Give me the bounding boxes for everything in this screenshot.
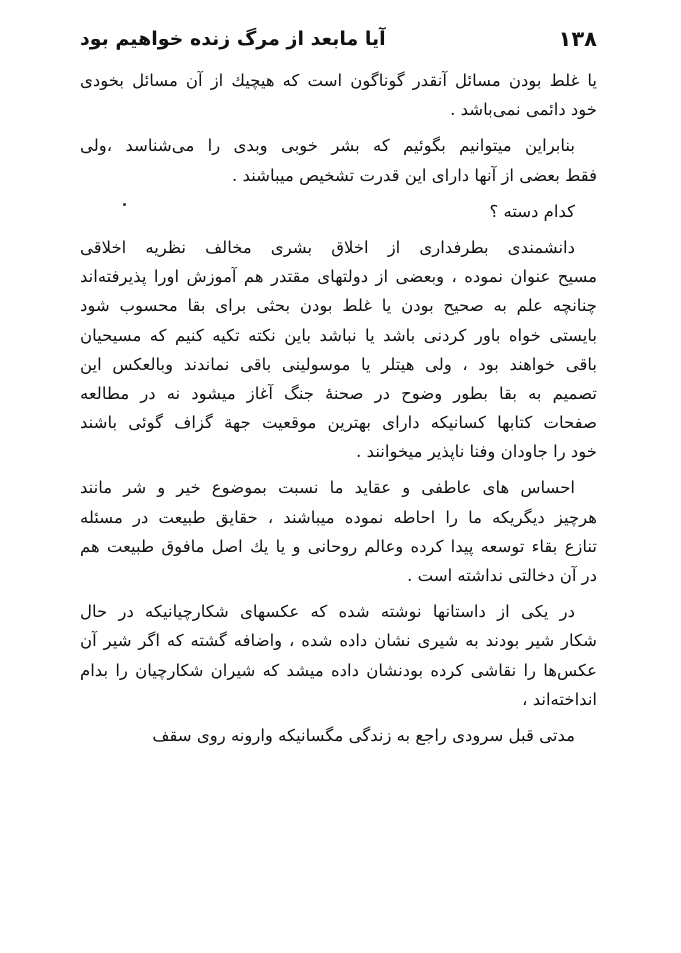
text-line: کدام دسته ؟ <box>489 201 575 221</box>
paragraph <box>80 197 597 226</box>
text-line: عکس‌ها را نقاشی کرده بودنشان داده میشد که شیران شکارچیان را بدام <box>80 660 597 680</box>
paragraph <box>80 721 597 750</box>
paragraph-gap <box>80 124 597 131</box>
running-title: آیا مابعد از مرگ زنده خواهیم بود <box>80 28 386 50</box>
page-header <box>80 22 597 56</box>
paragraph-gap <box>80 466 597 473</box>
page-number: ۱۳۸ <box>558 27 597 51</box>
text-line: چنانچه علم به صحیح بودن یا غلط بودن بحثی برای بقا محسوب شود <box>80 296 597 316</box>
text-line: خود دائمی نمی‌باشد . <box>450 100 597 120</box>
text-line: شکار شیر بودند به شیری نشان داده شده ، واضافه گشته که اگر شیر آن <box>80 631 597 651</box>
text-line: یا غلط بودن مسائل آنقدر گوناگون است که هیچیك از آن مسائل بخودی <box>80 71 597 90</box>
paragraph-gap <box>80 714 597 721</box>
text-line: مدتی قبل سرودی راجع به زندگی مگسانیکه وارونه روی سقف <box>152 725 575 745</box>
text-line: هرچیز دیگریکه ما را احاطه نموده میباشند ، حقایق طبیعت در مسئله <box>80 507 597 527</box>
paragraph <box>80 233 597 467</box>
text-line: خود را جاودان وفنا ناپذیر میخوانند . <box>356 442 597 462</box>
text-line: باقی خواهند بود ، ولی هیتلر یا موسولینی باقی نماندند وبالعکس این <box>80 354 597 374</box>
paragraph-gap <box>80 190 597 197</box>
text-line: بایستی خواه باور کردنی باشد یا نباشد باین نکته تکیه کنیم که مسیحیان <box>80 325 597 345</box>
text-line: در آن دخالتی نداشته است . <box>407 566 597 585</box>
text-line: انداخته‌اند ، <box>522 689 597 709</box>
text-line: دانشمندی بطرفداری از اخلاق بشری مخالف نظریه اخلاقی <box>80 237 575 257</box>
text-line: احساس های عاطفی و عقاید ما نسبت بموضوع خیر و شر مانند <box>80 478 575 498</box>
text-line: تنازع بقاء توسعه پیدا کرده وعالم روحانی و یا یك اصل مافوق طبیعت هم <box>80 536 597 556</box>
text-line: در یکی از داستانها نوشته شده که عکسهای شکارچیانیکه در حال <box>80 602 575 622</box>
text-line: فقط بعضی از آنها دارای این قدرت تشخیص میباشند . <box>232 165 597 185</box>
body-text <box>80 66 597 750</box>
text-line: مسیح عنوان نموده ، وبعضی از دولتهای مقتدر هم آموزش اورا پذیرفته‌اند <box>80 267 597 287</box>
paragraph <box>80 597 597 714</box>
paragraph-gap <box>80 226 597 233</box>
paragraph-gap <box>80 590 597 597</box>
paragraph <box>80 473 597 590</box>
text-line: بنابراین میتوانیم بگوئیم که بشر خوبی وبدی را می‌شناسد ،ولی <box>80 136 575 156</box>
text-line: صفحات کتابها کسانیکه دارای بهترین موقعیت جهة گزاف گوئی باشند <box>80 413 597 433</box>
paragraph <box>80 131 597 189</box>
paragraph <box>80 66 597 124</box>
text-line: تصمیم به بقا بطور وضوح در صحنهٔ جنگ آغاز میشود نه در مطالعه <box>80 383 597 403</box>
